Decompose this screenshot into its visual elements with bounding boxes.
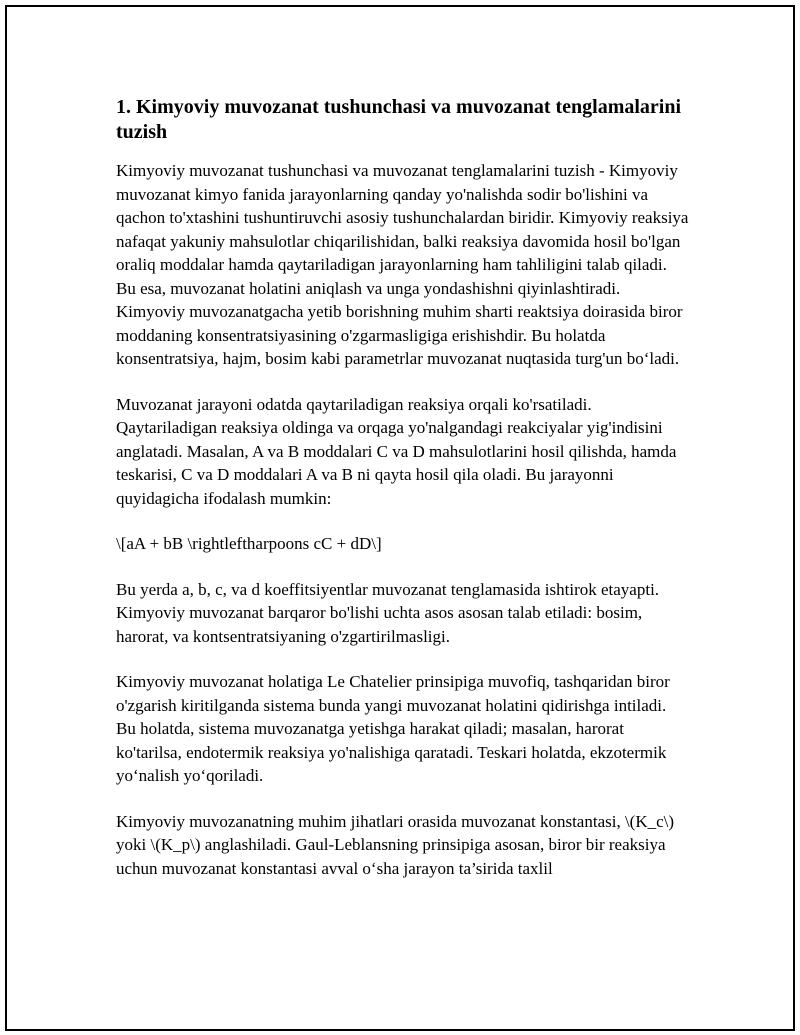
paragraph-coefficients: Bu yerda a, b, c, va d koeffitsiyentlar muvozanat tenglamasida ishtirok etayapti. Kimyoviy muvozanat barqaror bo'lishi uchta asos asosan talab etiladi: bosim, harorat, va kontsentratsiyaning o'zgartirilmasligi. (116, 579, 660, 646)
document-body (116, 95, 690, 902)
paragraph-le-chatelier: Kimyoviy muvozanat holatiga Le Chatelier prinsipiga muvofiq, tashqaridan biror o'zgarish kiritilganda sistema bunda yangi muvozanat holatini qidirishga intiladi. Bu holatda, sistema muvozanatga yetishga harakat qiladi; masalan, harorat ko'tarilsa, endotermik reaksiya yo'nalishiga qaratadi. Teskari holatda, ekzotermik yo‘nalish yo‘qoriladi. (116, 672, 670, 785)
equation-line: \[aA + bB \rightleftharpoons cC + dD\] (116, 534, 382, 553)
section-title: 1. Kimyoviy muvozanat tushunchasi va muvozanat tenglamalarini tuzish (116, 96, 682, 143)
paragraph-reversible-reaction: Muvozanat jarayoni odatda qaytariladigan reaksiya orqali ko'rsatiladi. Qaytariladigan reaksiya oldinga va orqaga yo'nalgandagi reakciyalar yig'indisini anglatadi. Masalan, A va B moddalari C va D mahsulotlarini hosil qilishda, hamda teskarisi, C va D moddalari A va B ni qayta hosil qila oladi. Bu jarayonni quyidagicha ifodalash mumkin: (116, 394, 677, 508)
paragraph-equilibrium-constant: Kimyoviy muvozanatning muhim jihatlari orasida muvozanat konstantasi, \(K_c\) yoki \(K_p\) anglashiladi. Gaul-Leblansning prinsipiga asosan, biror bir reaksiya uchun muvozanat konstantasi avval o‘sha jarayon ta’sirida taxlil (116, 811, 675, 878)
paragraph-intro: Kimyoviy muvozanat tushunchasi va muvozanat tenglamalarini tuzish - Kimyoviy muvozanat kimyo fanida jarayonlarning qanday yo'nalishda sodir bo'lishini va qachon to'xtashini tushuntiruvchi asosiy tushunchalardan biridir. Kimyoviy reaksiya nafaqat yakuniy mahsulotlar chiqarilishidan, balki reaksiya davomida hosil bo'lgan oraliq moddalar hamda qaytariladigan jarayonlarning ham tahliligini talab qiladi. Bu esa, muvozanat holatini aniqlash va unga yondashishni qiyinlashtiradi. Kimyoviy muvozanatgacha yetib borishning muhim sharti reaktsiya doirasida biror moddaning konsentratsiyasining o'zgarmasligiga erishishdir. Bu holatda konsentratsiya, hajm, bosim kabi parametrlar muvozanat nuqtasida turg'un bo‘ladi. (116, 161, 689, 368)
